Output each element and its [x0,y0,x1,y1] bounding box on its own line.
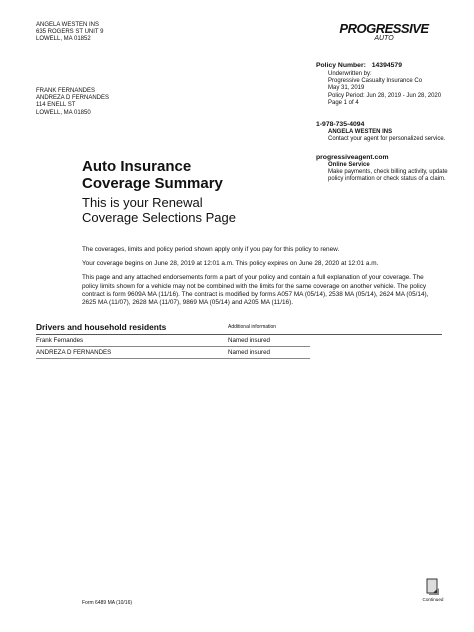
driver-name: Frank Fernandes [36,335,228,347]
logo-brand: PROGRESSIVE [339,21,429,36]
underwritten-label: Underwritten by: [328,71,372,77]
policy-date: May 31, 2019 [328,85,365,92]
driver-name: ANDREZA D FERNANDES [36,347,228,359]
title-line-2: Coverage Summary [82,175,223,192]
policy-info [316,62,456,107]
drivers-heading: Drivers and household residents [36,322,167,332]
continued-label: Continued [422,597,444,602]
recipient-line: 114 ENELL ST [36,102,76,109]
online-service-desc: Make payments, check billing activity, update policy information or check status of a claim. [328,169,448,183]
subtitle-line-2: Coverage Selections Page [82,210,236,225]
agent-website-link[interactable]: progressiveagent.com [316,154,389,161]
sender-line: LOWELL, MA 01852 [36,36,91,43]
online-service-title: Online Service [328,162,370,168]
table-row [36,347,310,359]
agent-phone[interactable]: 1-978-735-4094 [316,121,365,128]
agent-note: Contact your agent for personalized service. [328,136,446,143]
body-text [82,246,440,307]
recipient-line: LOWELL, MA 01850 [36,109,91,116]
document-title [82,158,236,225]
renewal-note: The coverages, limits and policy period shown apply only if you pay for this policy to renew. [82,246,340,253]
policy-period: Policy Period: Jun 28, 2019 - Jun 28, 2020 [328,92,442,99]
drivers-section [36,320,442,359]
sender-line: ANGELA WESTEN INS [36,22,100,28]
underwriter: Progressive Casualty Insurance Co [328,78,423,85]
driver-info: Named insured [228,347,310,359]
recipient-address [36,88,109,117]
agent-contact [316,121,466,143]
policy-number-label: Policy Number: [316,62,366,69]
coverage-dates: Your coverage begins on June 28, 2019 at 12:01 a.m. This policy expires on June 28, 2020 at 12:01 a.m. [82,260,379,268]
logo-sub: AUTO [374,35,394,42]
progressive-logo [338,22,430,43]
page-number: Page 1 of 4 [328,99,359,106]
table-row [36,335,310,347]
sender-address [36,22,103,44]
drivers-table [36,335,310,359]
online-service [316,154,462,184]
recipient-line: FRANK FERNANDES [36,88,96,94]
policy-number: 14394579 [371,62,402,69]
subtitle-line-1: This is your Renewal [82,195,203,210]
form-number: Form 6489 MA (10/16) [82,600,133,606]
continued-indicator [418,578,448,602]
recipient-line: ANDREZA D FERNANDES [36,95,110,102]
agent-name: ANGELA WESTEN INS [328,129,393,135]
additional-info-header: Additional information [228,324,277,330]
driver-info: Named insured [228,335,310,347]
policy-contract-text: This page and any attached endorsements form a part of your policy and contain a full explanation of your coverage. The policy limits shown for a vehicle may not be combined with the limits for the same coverage on another vehicle. The policy contract is form 9609A MA (11/16). The contract is modified by forms A057 MA (05/14), 2538 MA (05/14), 2624 MA (05/14), 2625 MA (11/07), 2628 MA (11/07), 9869 MA (05/14) and A205 MA (11/16). [82,274,429,307]
page-turn-icon [426,578,440,596]
sender-line: 635 ROGERS ST UNIT 9 [36,29,104,36]
title-line-1: Auto Insurance [82,158,192,175]
